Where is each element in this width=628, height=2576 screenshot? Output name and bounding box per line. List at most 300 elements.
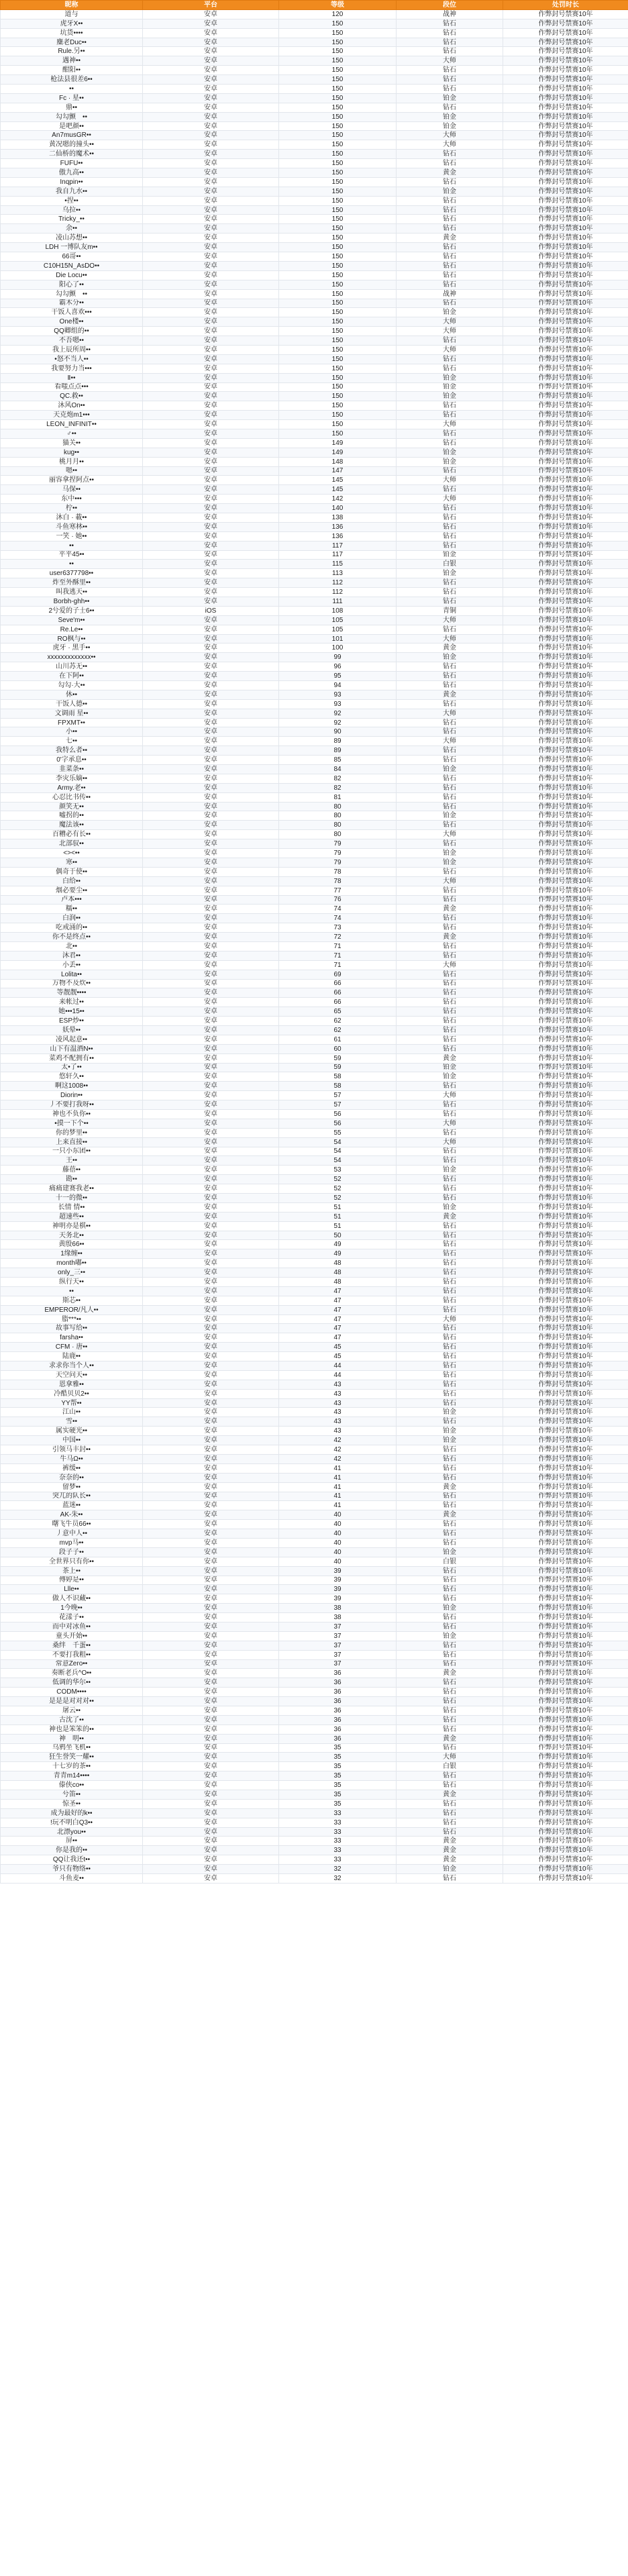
cell-rank: 铂金 xyxy=(397,308,503,317)
cell-rank: 黄金 xyxy=(397,905,503,914)
cell-rank: 大师 xyxy=(397,615,503,625)
cell-platform: 安卓 xyxy=(143,382,279,392)
cell-nickname: 干饭人德•• xyxy=(1,699,143,709)
cell-platform: 安卓 xyxy=(143,504,279,513)
table-row xyxy=(1,1268,628,1278)
cell-platform: 安卓 xyxy=(143,1259,279,1268)
cell-platform: 安卓 xyxy=(143,1156,279,1166)
header-nickname[interactable]: 昵称 xyxy=(1,1,143,10)
cell-level: 37 xyxy=(279,1641,397,1650)
cell-level: 62 xyxy=(279,1025,397,1035)
cell-platform: 安卓 xyxy=(143,1808,279,1818)
cell-nickname: C10H15N_AsDO•• xyxy=(1,261,143,270)
table-row xyxy=(1,1585,628,1594)
cell-platform: 安卓 xyxy=(143,131,279,140)
cell-penalty: 作弊封号禁赛10年 xyxy=(503,495,628,504)
cell-penalty: 作弊封号禁赛10年 xyxy=(503,1641,628,1650)
table-row xyxy=(1,1724,628,1734)
cell-nickname: 青青m14•••• xyxy=(1,1771,143,1781)
cell-penalty: 作弊封号禁赛10年 xyxy=(503,47,628,56)
cell-rank: 钻石 xyxy=(397,1370,503,1380)
cell-penalty: 作弊封号禁赛10年 xyxy=(503,457,628,466)
cell-penalty: 作弊封号禁赛10年 xyxy=(503,1463,628,1473)
cell-penalty: 作弊封号禁赛10年 xyxy=(503,1249,628,1259)
header-level[interactable]: 等级 xyxy=(279,1,397,10)
cell-penalty: 作弊封号禁赛10年 xyxy=(503,597,628,607)
cell-nickname: 惊圣•• xyxy=(1,1799,143,1808)
cell-nickname: QQ卿组的•• xyxy=(1,327,143,336)
cell-nickname: 神也是笨笨的•• xyxy=(1,1724,143,1734)
cell-penalty: 作弊封号禁赛10年 xyxy=(503,905,628,914)
cell-platform: 安卓 xyxy=(143,569,279,578)
cell-penalty: 作弊封号禁赛10年 xyxy=(503,1706,628,1715)
cell-platform: 安卓 xyxy=(143,699,279,709)
cell-rank: 钻石 xyxy=(397,699,503,709)
cell-rank: 钻石 xyxy=(397,1874,503,1884)
cell-level: 80 xyxy=(279,811,397,821)
cell-platform: 安卓 xyxy=(143,941,279,951)
cell-rank: 钻石 xyxy=(397,1781,503,1790)
cell-penalty: 作弊封号禁赛10年 xyxy=(503,438,628,448)
cell-nickname: 你不是终点•• xyxy=(1,933,143,942)
cell-nickname: Ⅱ•• xyxy=(1,373,143,382)
table-row xyxy=(1,448,628,457)
cell-rank: 铂金 xyxy=(397,1408,503,1417)
cell-level: 79 xyxy=(279,858,397,867)
cell-platform: 安卓 xyxy=(143,1268,279,1278)
cell-penalty: 作弊封号禁赛10年 xyxy=(503,345,628,354)
cell-nickname: 引领马丰封•• xyxy=(1,1445,143,1455)
cell-platform: 安卓 xyxy=(143,1137,279,1147)
cell-level: 61 xyxy=(279,1035,397,1044)
table-row xyxy=(1,905,628,914)
cell-platform: 安卓 xyxy=(143,1166,279,1175)
cell-platform: 安卓 xyxy=(143,19,279,28)
cell-platform: 安卓 xyxy=(143,317,279,327)
cell-penalty: 作弊封号禁赛10年 xyxy=(503,317,628,327)
cell-nickname: 痛痛建赛我老•• xyxy=(1,1184,143,1194)
cell-platform: 安卓 xyxy=(143,746,279,756)
cell-level: 105 xyxy=(279,625,397,634)
cell-nickname: 故事写给•• xyxy=(1,1324,143,1333)
cell-platform: 安卓 xyxy=(143,1650,279,1659)
cell-nickname: CFM · 唐•• xyxy=(1,1343,143,1352)
table-row xyxy=(1,159,628,168)
cell-level: 92 xyxy=(279,709,397,718)
table-row xyxy=(1,1278,628,1287)
cell-platform: 安卓 xyxy=(143,1492,279,1501)
cell-level: 150 xyxy=(279,429,397,438)
cell-penalty: 作弊封号禁赛10年 xyxy=(503,1436,628,1445)
cell-penalty: 作弊封号禁赛10年 xyxy=(503,830,628,839)
table-row xyxy=(1,895,628,905)
cell-rank: 铂金 xyxy=(397,1063,503,1072)
cell-rank: 白银 xyxy=(397,1762,503,1771)
table-row xyxy=(1,1445,628,1455)
cell-rank: 黄金 xyxy=(397,168,503,178)
cell-platform: 安卓 xyxy=(143,727,279,737)
table-row xyxy=(1,821,628,830)
cell-nickname: 古沈了•• xyxy=(1,1715,143,1724)
cell-level: 60 xyxy=(279,1044,397,1053)
cell-level: 150 xyxy=(279,261,397,270)
cell-nickname: mvp马•• xyxy=(1,1538,143,1547)
cell-level: 150 xyxy=(279,19,397,28)
table-row xyxy=(1,438,628,448)
table-row xyxy=(1,615,628,625)
cell-level: 150 xyxy=(279,401,397,411)
table-row xyxy=(1,718,628,727)
cell-platform: 安卓 xyxy=(143,336,279,346)
table-row xyxy=(1,522,628,531)
table-row xyxy=(1,783,628,792)
table-row xyxy=(1,1576,628,1585)
cell-level: 136 xyxy=(279,522,397,531)
cell-platform: 安卓 xyxy=(143,1436,279,1445)
cell-penalty: 作弊封号禁赛10年 xyxy=(503,1417,628,1427)
cell-nickname: LEON_INFINIT•• xyxy=(1,420,143,429)
cell-penalty: 作弊封号禁赛10年 xyxy=(503,224,628,234)
cell-platform: 安卓 xyxy=(143,448,279,457)
cell-platform: 安卓 xyxy=(143,401,279,411)
table-row xyxy=(1,951,628,960)
cell-rank: 钻石 xyxy=(397,336,503,346)
cell-rank: 钻石 xyxy=(397,1128,503,1137)
table-row xyxy=(1,504,628,513)
table-row xyxy=(1,867,628,876)
cell-nickname: 藤蓓•• xyxy=(1,1166,143,1175)
cell-platform: 安卓 xyxy=(143,774,279,783)
table-body xyxy=(1,9,628,1883)
cell-level: 150 xyxy=(279,317,397,327)
cell-penalty: 作弊封号禁赛10年 xyxy=(503,709,628,718)
cell-rank: 钻石 xyxy=(397,681,503,690)
cell-level: 79 xyxy=(279,839,397,849)
table-row xyxy=(1,392,628,401)
cell-penalty: 作弊封号禁赛10年 xyxy=(503,737,628,746)
cell-level: 33 xyxy=(279,1827,397,1837)
cell-rank: 白银 xyxy=(397,1557,503,1566)
cell-rank: 钻石 xyxy=(397,1380,503,1389)
cell-level: 52 xyxy=(279,1175,397,1184)
cell-level: 43 xyxy=(279,1380,397,1389)
cell-platform: 安卓 xyxy=(143,550,279,560)
cell-penalty: 作弊封号禁赛10年 xyxy=(503,382,628,392)
cell-platform: 安卓 xyxy=(143,1622,279,1631)
cell-level: 150 xyxy=(279,121,397,131)
cell-platform: 安卓 xyxy=(143,783,279,792)
cell-penalty: 作弊封号禁赛10年 xyxy=(503,699,628,709)
cell-penalty: 作弊封号禁赛10年 xyxy=(503,1566,628,1576)
cell-rank: 铂金 xyxy=(397,93,503,103)
cell-penalty: 作弊封号禁赛10年 xyxy=(503,1231,628,1240)
cell-level: 99 xyxy=(279,653,397,662)
cell-rank: 黄金 xyxy=(397,234,503,243)
cell-rank: 钻石 xyxy=(397,1147,503,1156)
cell-penalty: 作弊封号禁赛10年 xyxy=(503,513,628,522)
cell-rank: 钻石 xyxy=(397,1818,503,1827)
cell-rank: 铂金 xyxy=(397,1072,503,1082)
cell-penalty: 作弊封号禁赛10年 xyxy=(503,1175,628,1184)
cell-level: 71 xyxy=(279,960,397,970)
cell-platform: 安卓 xyxy=(143,187,279,196)
cell-penalty: 作弊封号禁赛10年 xyxy=(503,998,628,1007)
cell-level: 76 xyxy=(279,895,397,905)
cell-platform: 安卓 xyxy=(143,615,279,625)
cell-platform: 安卓 xyxy=(143,168,279,178)
cell-nickname: 神 明•• xyxy=(1,1734,143,1743)
cell-platform: 安卓 xyxy=(143,1202,279,1212)
cell-nickname: 沐君•• xyxy=(1,951,143,960)
cell-platform: 安卓 xyxy=(143,85,279,94)
table-row xyxy=(1,1380,628,1389)
table-row xyxy=(1,1035,628,1044)
cell-level: 49 xyxy=(279,1240,397,1249)
cell-penalty: 作弊封号禁赛10年 xyxy=(503,1734,628,1743)
cell-nickname: 来帐过•• xyxy=(1,998,143,1007)
cell-nickname: <><•• xyxy=(1,849,143,858)
table-row xyxy=(1,699,628,709)
table-row xyxy=(1,28,628,38)
table-row xyxy=(1,1109,628,1119)
cell-rank: 钻石 xyxy=(397,1352,503,1361)
table-row xyxy=(1,513,628,522)
cell-rank: 钻石 xyxy=(397,252,503,262)
cell-rank: 钻石 xyxy=(397,1333,503,1343)
cell-nickname: 是是是对对对•• xyxy=(1,1697,143,1706)
cell-penalty: 作弊封号禁赛10年 xyxy=(503,1799,628,1808)
table-row xyxy=(1,1100,628,1110)
cell-rank: 钻石 xyxy=(397,159,503,168)
cell-rank: 钻石 xyxy=(397,1827,503,1837)
cell-nickname: 乌拉•• xyxy=(1,205,143,215)
cell-nickname: 虎牙 · 黑手•• xyxy=(1,643,143,653)
table-row xyxy=(1,765,628,774)
cell-penalty: 作弊封号禁赛10年 xyxy=(503,150,628,159)
cell-penalty: 作弊封号禁赛10年 xyxy=(503,1724,628,1734)
cell-penalty: 作弊封号禁赛10年 xyxy=(503,634,628,643)
cell-rank: 黄金 xyxy=(397,933,503,942)
cell-nickname: 狂生誉笑一耀•• xyxy=(1,1753,143,1762)
cell-penalty: 作弊封号禁赛10年 xyxy=(503,839,628,849)
cell-nickname: 霸木分•• xyxy=(1,299,143,308)
cell-level: 36 xyxy=(279,1724,397,1734)
header-penalty[interactable]: 处罚时长 xyxy=(503,1,628,10)
table-row xyxy=(1,327,628,336)
cell-penalty: 作弊封号禁赛10年 xyxy=(503,606,628,615)
cell-level: 150 xyxy=(279,280,397,289)
cell-level: 140 xyxy=(279,504,397,513)
cell-platform: 安卓 xyxy=(143,150,279,159)
cell-platform: 安卓 xyxy=(143,1082,279,1091)
cell-nickname: 傣侠co•• xyxy=(1,1781,143,1790)
cell-nickname: 雪•• xyxy=(1,1417,143,1427)
table-row xyxy=(1,1631,628,1641)
table-row xyxy=(1,1604,628,1613)
cell-level: 47 xyxy=(279,1296,397,1305)
table-row xyxy=(1,1650,628,1659)
cell-rank: 大师 xyxy=(397,345,503,354)
table-row xyxy=(1,1538,628,1547)
table-row xyxy=(1,140,628,150)
cell-penalty: 作弊封号禁赛10年 xyxy=(503,690,628,699)
cell-penalty: 作弊封号禁赛10年 xyxy=(503,261,628,270)
cell-level: 54 xyxy=(279,1147,397,1156)
cell-rank: 钻石 xyxy=(397,718,503,727)
cell-nickname: 阳心了•• xyxy=(1,280,143,289)
cell-rank: 白银 xyxy=(397,560,503,569)
cell-rank: 钻石 xyxy=(397,756,503,765)
cell-level: 39 xyxy=(279,1585,397,1594)
cell-platform: 安卓 xyxy=(143,1296,279,1305)
cell-platform: 安卓 xyxy=(143,234,279,243)
header-rank[interactable]: 段位 xyxy=(397,1,503,10)
cell-nickname: 黄殷66•• xyxy=(1,1240,143,1249)
cell-rank: 钻石 xyxy=(397,1305,503,1315)
cell-rank: 钻石 xyxy=(397,224,503,234)
cell-rank: 钻石 xyxy=(397,280,503,289)
cell-level: 57 xyxy=(279,1100,397,1110)
cell-penalty: 作弊封号禁赛10年 xyxy=(503,159,628,168)
table-row xyxy=(1,1296,628,1305)
cell-nickname: 天空问天•• xyxy=(1,1370,143,1380)
cell-penalty: 作弊封号禁赛10年 xyxy=(503,1631,628,1641)
cell-level: 35 xyxy=(279,1781,397,1790)
cell-platform: 安卓 xyxy=(143,364,279,373)
cell-platform: 安卓 xyxy=(143,672,279,681)
cell-rank: 铂金 xyxy=(397,849,503,858)
table-row xyxy=(1,1753,628,1762)
cell-nickname: 我特么者•• xyxy=(1,746,143,756)
cell-rank: 大师 xyxy=(397,876,503,886)
table-row xyxy=(1,1855,628,1865)
cell-nickname: 余•• xyxy=(1,224,143,234)
cell-nickname: 北漂you•• xyxy=(1,1827,143,1837)
cell-rank: 钻石 xyxy=(397,1361,503,1371)
cell-rank: 钻石 xyxy=(397,1613,503,1622)
cell-nickname: AK-朱•• xyxy=(1,1510,143,1520)
table-row xyxy=(1,1240,628,1249)
cell-platform: 安卓 xyxy=(143,1482,279,1492)
cell-level: 112 xyxy=(279,588,397,597)
cell-rank: 铂金 xyxy=(397,392,503,401)
cell-platform: 安卓 xyxy=(143,765,279,774)
cell-nickname: 在下阿•• xyxy=(1,672,143,681)
cell-penalty: 作弊封号禁赛10年 xyxy=(503,66,628,75)
cell-platform: 安卓 xyxy=(143,1678,279,1688)
table-row xyxy=(1,531,628,541)
cell-penalty: 作弊封号禁赛10年 xyxy=(503,914,628,923)
table-row xyxy=(1,569,628,578)
cell-rank: 钻石 xyxy=(397,1221,503,1231)
cell-nickname: 神明亦是棋•• xyxy=(1,1221,143,1231)
cell-rank: 铂金 xyxy=(397,569,503,578)
table-row xyxy=(1,662,628,672)
cell-platform: 安卓 xyxy=(143,653,279,662)
cell-rank: 钻石 xyxy=(397,588,503,597)
cell-rank: 铂金 xyxy=(397,653,503,662)
cell-penalty: 作弊封号禁赛10年 xyxy=(503,1044,628,1053)
cell-nickname: 屠云•• xyxy=(1,1706,143,1715)
cell-platform: 安卓 xyxy=(143,1501,279,1510)
cell-level: 150 xyxy=(279,234,397,243)
table-row xyxy=(1,1091,628,1100)
cell-nickname: 沐白 · 載•• xyxy=(1,513,143,522)
table-row xyxy=(1,1790,628,1800)
cell-level: 89 xyxy=(279,746,397,756)
cell-platform: 安卓 xyxy=(143,1370,279,1380)
cell-nickname: 颜笑无•• xyxy=(1,802,143,811)
cell-level: 150 xyxy=(279,420,397,429)
cell-nickname: 纵行天•• xyxy=(1,1278,143,1287)
cell-penalty: 作弊封号禁赛10年 xyxy=(503,1482,628,1492)
cell-level: 150 xyxy=(279,243,397,252)
cell-penalty: 作弊封号禁赛10年 xyxy=(503,1278,628,1287)
cell-rank: 钻石 xyxy=(397,1259,503,1268)
cell-penalty: 作弊封号禁赛10年 xyxy=(503,960,628,970)
cell-nickname: 二仙桥的魔术•• xyxy=(1,150,143,159)
cell-level: 150 xyxy=(279,289,397,299)
cell-platform: 安卓 xyxy=(143,1585,279,1594)
cell-penalty: 作弊封号禁赛10年 xyxy=(503,168,628,178)
cell-platform: 安卓 xyxy=(143,299,279,308)
cell-rank: 钻石 xyxy=(397,998,503,1007)
table-row xyxy=(1,914,628,923)
cell-rank: 钻石 xyxy=(397,1249,503,1259)
cell-rank: 黄金 xyxy=(397,690,503,699)
cell-level: 56 xyxy=(279,1119,397,1128)
cell-platform: 安卓 xyxy=(143,1072,279,1082)
cell-nickname: 低调的华尔•• xyxy=(1,1678,143,1688)
cell-penalty: 作弊封号禁赛10年 xyxy=(503,1576,628,1585)
cell-nickname: !玩不明白Q3•• xyxy=(1,1818,143,1827)
cell-level: 59 xyxy=(279,1053,397,1063)
cell-platform: 安卓 xyxy=(143,1538,279,1547)
cell-nickname: Inqpin•• xyxy=(1,177,143,187)
cell-level: 148 xyxy=(279,457,397,466)
cell-platform: 安卓 xyxy=(143,1240,279,1249)
table-row xyxy=(1,373,628,382)
cell-penalty: 作弊封号禁赛10年 xyxy=(503,522,628,531)
cell-level: 150 xyxy=(279,196,397,205)
cell-level: 43 xyxy=(279,1427,397,1436)
cell-platform: 安卓 xyxy=(143,923,279,933)
table-row xyxy=(1,56,628,66)
cell-rank: 铂金 xyxy=(397,858,503,867)
cell-rank: 大师 xyxy=(397,709,503,718)
table-row xyxy=(1,1361,628,1371)
cell-penalty: 作弊封号禁赛10年 xyxy=(503,1454,628,1463)
cell-rank: 钻石 xyxy=(397,821,503,830)
cell-penalty: 作弊封号禁赛10年 xyxy=(503,234,628,243)
table-row xyxy=(1,1286,628,1296)
cell-nickname: 李灾乐嫡•• xyxy=(1,774,143,783)
cell-nickname: 偶奇于使•• xyxy=(1,867,143,876)
table-row xyxy=(1,970,628,979)
cell-level: 59 xyxy=(279,1063,397,1072)
cell-rank: 钻石 xyxy=(397,1678,503,1688)
cell-platform: 安卓 xyxy=(143,280,279,289)
cell-rank: 钻石 xyxy=(397,401,503,411)
cell-penalty: 作弊封号禁赛10年 xyxy=(503,1296,628,1305)
cell-platform: 安卓 xyxy=(143,1445,279,1455)
cell-level: 38 xyxy=(279,1613,397,1622)
cell-platform: 安卓 xyxy=(143,308,279,317)
cell-platform: 安卓 xyxy=(143,1697,279,1706)
table-row xyxy=(1,1398,628,1408)
cell-platform: 安卓 xyxy=(143,541,279,550)
header-platform[interactable]: 平台 xyxy=(143,1,279,10)
